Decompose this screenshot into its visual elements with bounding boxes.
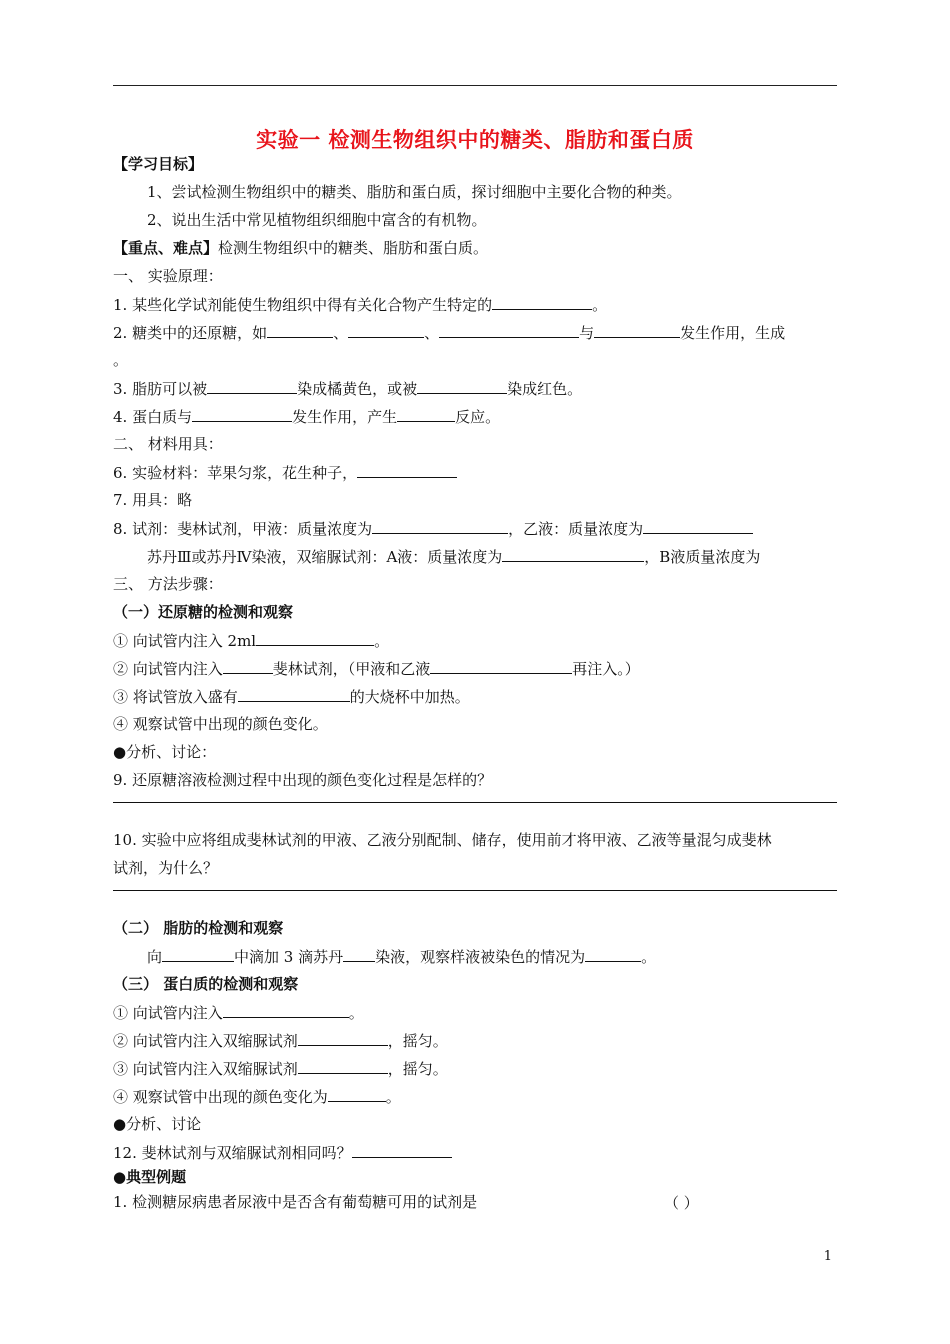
blank-field bbox=[372, 518, 508, 534]
sugar-step-2: ② 向试管内注入 斐林试剂，（甲液和乙液 再注入。） bbox=[113, 660, 640, 678]
subsection-fat: （二） 脂肪的检测和观察 bbox=[113, 919, 284, 937]
blank-field bbox=[328, 1086, 386, 1102]
blank-field bbox=[298, 1058, 388, 1074]
goals-heading: 【学习目标】 bbox=[113, 155, 204, 173]
reagents-line-2: 苏丹Ⅲ或苏丹Ⅳ染液，双缩脲试剂：A液：质量浓度为 ，B液质量浓度为 bbox=[147, 548, 761, 566]
blank-field bbox=[256, 630, 374, 646]
example-1: 1. 检测糖尿病患者尿液中是否含有葡萄糖可用的试剂是 bbox=[113, 1193, 478, 1211]
blank-field bbox=[397, 406, 455, 422]
blank-field bbox=[298, 1030, 388, 1046]
principle-1: 1. 某些化学试剂能使生物组织中得有关化合物产生特定的 。 bbox=[113, 296, 608, 314]
answer-line bbox=[113, 802, 837, 803]
blank-field bbox=[238, 686, 350, 702]
subsection-sugar: （一）还原糖的检测和观察 bbox=[113, 603, 294, 621]
protein-step-3: ③ 向试管内注入双缩脲试剂 ，摇匀。 bbox=[113, 1060, 448, 1078]
key-points bbox=[113, 238, 488, 258]
answer-parentheses: （ ） bbox=[664, 1194, 699, 1212]
blank-field bbox=[594, 322, 680, 338]
protein-step-2: ② 向试管内注入双缩脲试剂 ，摇匀。 bbox=[113, 1032, 448, 1050]
protein-step-1: ① 向试管内注入 。 bbox=[113, 1004, 364, 1022]
principle-2: 2. 糖类中的还原糖，如 、 、 与 发生作用，生成 bbox=[113, 324, 786, 342]
analysis-heading-2: ●分析、讨论 bbox=[113, 1115, 202, 1133]
principle-2-end: 。 bbox=[113, 351, 129, 369]
page-number: 1 bbox=[823, 1249, 832, 1264]
subsection-protein: （三） 蛋白质的检测和观察 bbox=[113, 975, 299, 993]
blank-field bbox=[267, 322, 333, 338]
sugar-step-1: ① 向试管内注入 2ml 。 bbox=[113, 632, 390, 650]
protein-step-4: ④ 观察试管中出现的颜色变化为 。 bbox=[113, 1088, 401, 1106]
goal-2: 2、说出生活中常见植物组织细胞中富含的有机物。 bbox=[147, 211, 487, 229]
key-heading: 【重点、难点】 bbox=[113, 239, 219, 257]
blank-field bbox=[417, 378, 507, 394]
blank-field bbox=[223, 1002, 349, 1018]
header-rule bbox=[113, 85, 837, 86]
sugar-step-4: ④ 观察试管中出现的颜色变化。 bbox=[113, 715, 328, 733]
analysis-heading-1: ●分析、讨论： bbox=[113, 743, 217, 761]
blank-field bbox=[585, 946, 641, 962]
blank-field bbox=[492, 294, 592, 310]
blank-field bbox=[162, 946, 234, 962]
section-2-heading: 二、 材料用具： bbox=[113, 435, 223, 453]
fat-step: 向 中滴加 3 滴苏丹 染液，观察样液被染色的情况为 。 bbox=[147, 948, 657, 966]
blank-field bbox=[343, 946, 375, 962]
question-12: 12. 斐林试剂与双缩脲试剂相同吗？ bbox=[113, 1142, 452, 1163]
examples-heading: ●典型例题 bbox=[113, 1168, 187, 1186]
goal-1: 1、尝试检测生物组织中的糖类、脂肪和蛋白质，探讨细胞中主要化合物的种类。 bbox=[147, 183, 682, 201]
reagents-line-1: 8. 试剂：斐林试剂，甲液：质量浓度为 ，乙液：质量浓度为 bbox=[113, 518, 753, 539]
blank-field bbox=[223, 658, 273, 674]
blank-field bbox=[439, 322, 579, 338]
question-10-line-1: 10. 实验中应将组成斐林试剂的甲液、乙液分别配制、储存，使用前才将甲液、乙液等量混匀成斐林 bbox=[113, 831, 772, 849]
principle-3: 3. 脂肪可以被 染成橘黄色，或被 染成红色。 bbox=[113, 380, 583, 398]
blank-field bbox=[348, 322, 424, 338]
materials: 6. 实验材料：苹果匀浆，花生种子， bbox=[113, 462, 457, 483]
question-10-line-2: 试剂，为什么？ bbox=[113, 859, 219, 877]
document-title: 实验一 检测生物组织中的糖类、脂肪和蛋白质 bbox=[256, 128, 694, 152]
blank-field bbox=[192, 406, 292, 422]
blank-field bbox=[502, 546, 644, 562]
blank-field bbox=[357, 462, 457, 478]
sugar-step-3: ③ 将试管放入盛有 的大烧杯中加热。 bbox=[113, 688, 470, 706]
blank-field bbox=[207, 378, 297, 394]
key-text: 检测生物组织中的糖类、脂肪和蛋白质。 bbox=[218, 239, 489, 257]
question-9: 9. 还原糖溶液检测过程中出现的颜色变化过程是怎样的？ bbox=[113, 771, 493, 789]
section-3-heading: 三、 方法步骤： bbox=[113, 575, 223, 593]
blank-field bbox=[352, 1142, 452, 1158]
blank-field bbox=[643, 518, 753, 534]
blank-field bbox=[430, 658, 572, 674]
principle-4: 4. 蛋白质与 发生作用，产生 反应。 bbox=[113, 408, 501, 426]
answer-line bbox=[113, 890, 837, 891]
tools: 7. 用具：略 bbox=[113, 491, 193, 509]
section-1-heading: 一、 实验原理： bbox=[113, 267, 223, 285]
